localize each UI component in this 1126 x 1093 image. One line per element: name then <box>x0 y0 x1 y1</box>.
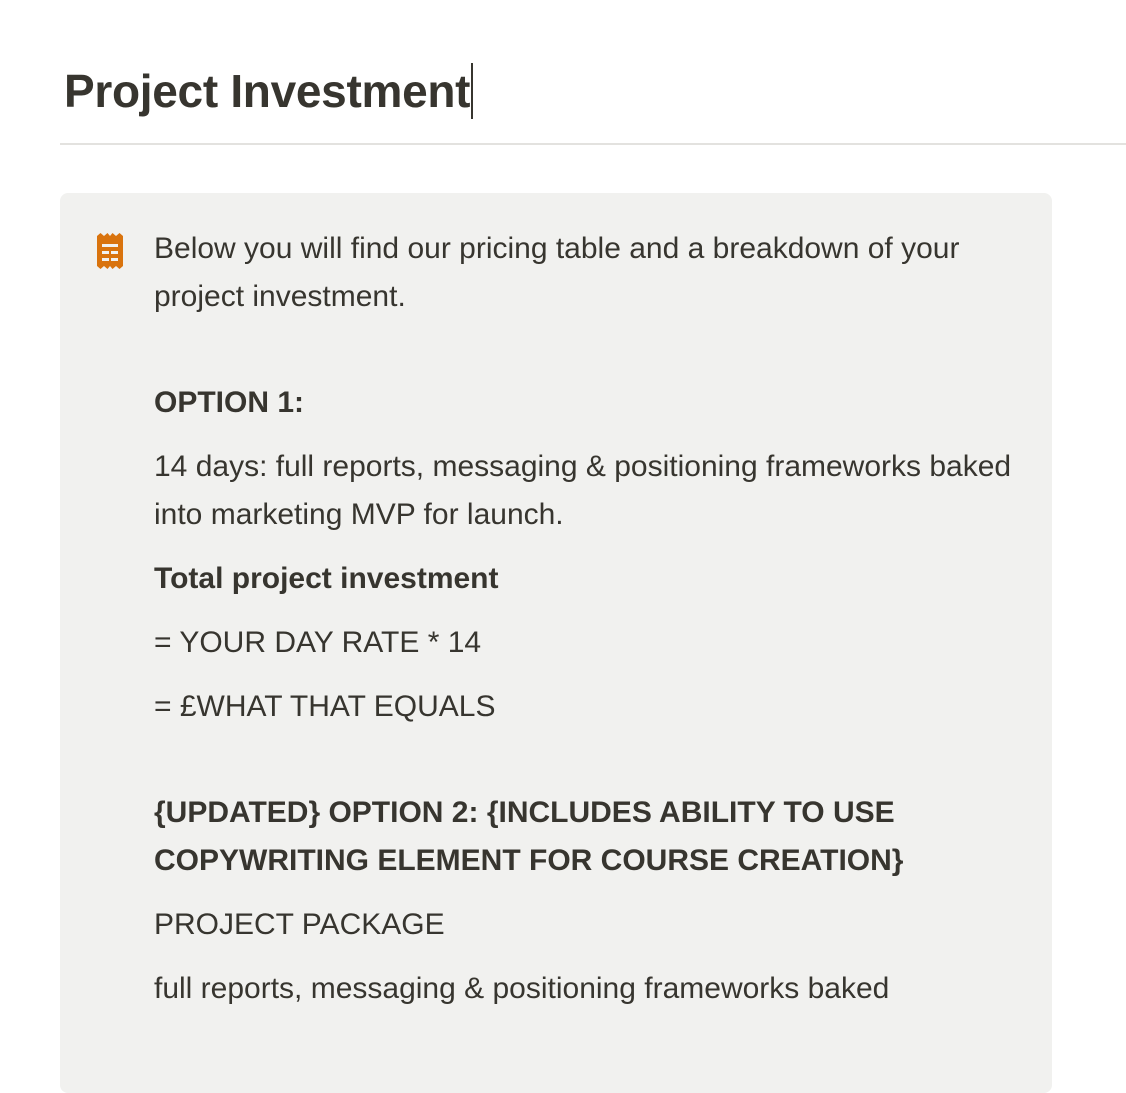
option2-heading: {UPDATED} OPTION 2: {INCLUDES ABILITY TO USE COPYWRITING ELEMENT FOR COURSE CREATION} <box>154 796 904 877</box>
option2-description: full reports, messaging & positioning frameworks baked <box>154 972 890 1005</box>
spacer <box>154 667 1014 683</box>
page-title[interactable] <box>64 60 473 122</box>
spacer <box>154 885 1014 901</box>
text-caret <box>471 63 473 119</box>
empty-line <box>154 321 1014 379</box>
option1-heading: OPTION 1: <box>154 386 305 419</box>
option1-total-label: Total project investment <box>154 562 499 595</box>
empty-line <box>154 731 1014 789</box>
option2-package-label: PROJECT PACKAGE <box>154 908 445 941</box>
receipt-icon[interactable] <box>96 233 124 269</box>
callout-content[interactable] <box>154 225 1014 1013</box>
intro-paragraph: Below you will find our pricing table and a breakdown of your project investment. <box>154 232 960 313</box>
spacer <box>154 427 1014 443</box>
page-title-text: Project Investment <box>64 65 471 117</box>
option1-result: = £WHAT THAT EQUALS <box>154 690 496 723</box>
title-divider <box>60 143 1126 145</box>
spacer <box>154 539 1014 555</box>
spacer <box>154 949 1014 965</box>
option1-formula: = YOUR DAY RATE * 14 <box>154 626 482 659</box>
spacer <box>154 603 1014 619</box>
option1-description: 14 days: full reports, messaging & positioning frameworks baked into marketing MVP for launch. <box>154 450 1012 531</box>
callout-block[interactable] <box>60 193 1052 1093</box>
